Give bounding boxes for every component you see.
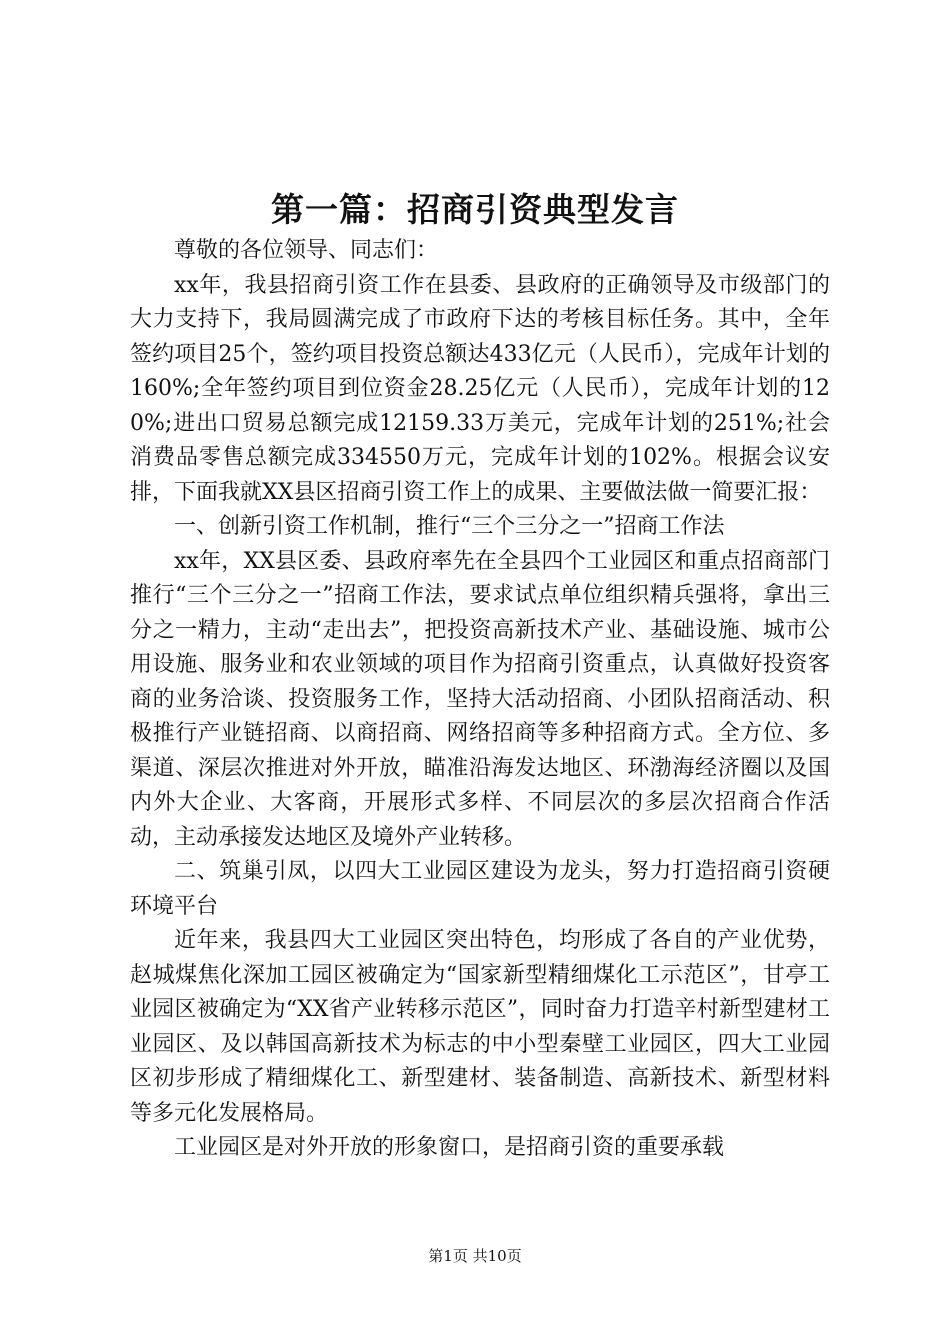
- salutation-paragraph: 尊敬的各位领导、同志们：: [174, 238, 439, 263]
- document-body: [130, 234, 830, 1166]
- section-heading-1: 一、创新引资工作机制，推行“三个三分之一”招商工作法: [174, 514, 725, 539]
- page-number-footer: 第1页 共10页: [428, 1247, 522, 1265]
- section-heading-2: 二、筑巢引凤，以四大工业园区建设为龙头，努力打造招商引资硬环境平台: [130, 859, 830, 919]
- section-2-paragraph: 近年来，我县四大工业园区突出特色，均形成了各自的产业优势，赵城煤焦化深加工园区被确定为“国家新型精细煤化工示范区”，甘亭工业园区被确定为“XX省产业转移示范区”，同时奋力打造辛村新型建材工业园区、及以韩国高新技术为标志的中小型秦壁工业园区，四大工业园区初步形成了精细煤化工、新型建材、装备制造、高新技术、新型材料等多元化发展格局。: [130, 928, 830, 1126]
- section-1-paragraph: xx年，XX县区委、县政府率先在全县四个工业园区和重点招商部门推行“三个三分之一”招商工作法，要求试点单位组织精兵强将，拿出三分之一精力，主动“走出去”，把投资高新技术产业、基础设施、城市公用设施、服务业和农业领域的项目作为招商引资重点，认真做好投资客商的业务洽谈、投资服务工作，坚持大活动招商、小团队招商活动、积极推行产业链招商、以商招商、网络招商等多种招商方式。全方位、多渠道、深层次推进对外开放，瞄准沿海发达地区、环渤海经济圈以及国内外大企业、大客商，开展形式多样、不同层次的多层次招商合作活动，主动承接发达地区及境外产业转移。: [130, 548, 830, 850]
- section-2-paragraph-continued: 工业园区是对外开放的形象窗口，是招商引资的重要承载: [174, 1135, 725, 1160]
- document-title: 第一篇：招商引资典型发言: [271, 190, 679, 229]
- summary-paragraph: xx年，我县招商引资工作在县委、县政府的正确领导及市级部门的大力支持下，我局圆满完成了市政府下达的考核目标任务。其中，全年签约项目25个，签约项目投资总额达433亿元（人民币），完成年计划的160%;全年签约项目到位资金28.25亿元（人民币），完成年计划的120%;进出口贸易总额完成12159.33万美元，完成年计划的251%;社会消费品零售总额完成334550万元，完成年计划的102%。根据会议安排，下面我就XX县区招商引资工作上的成果、主要做法做一简要汇报：: [130, 272, 830, 505]
